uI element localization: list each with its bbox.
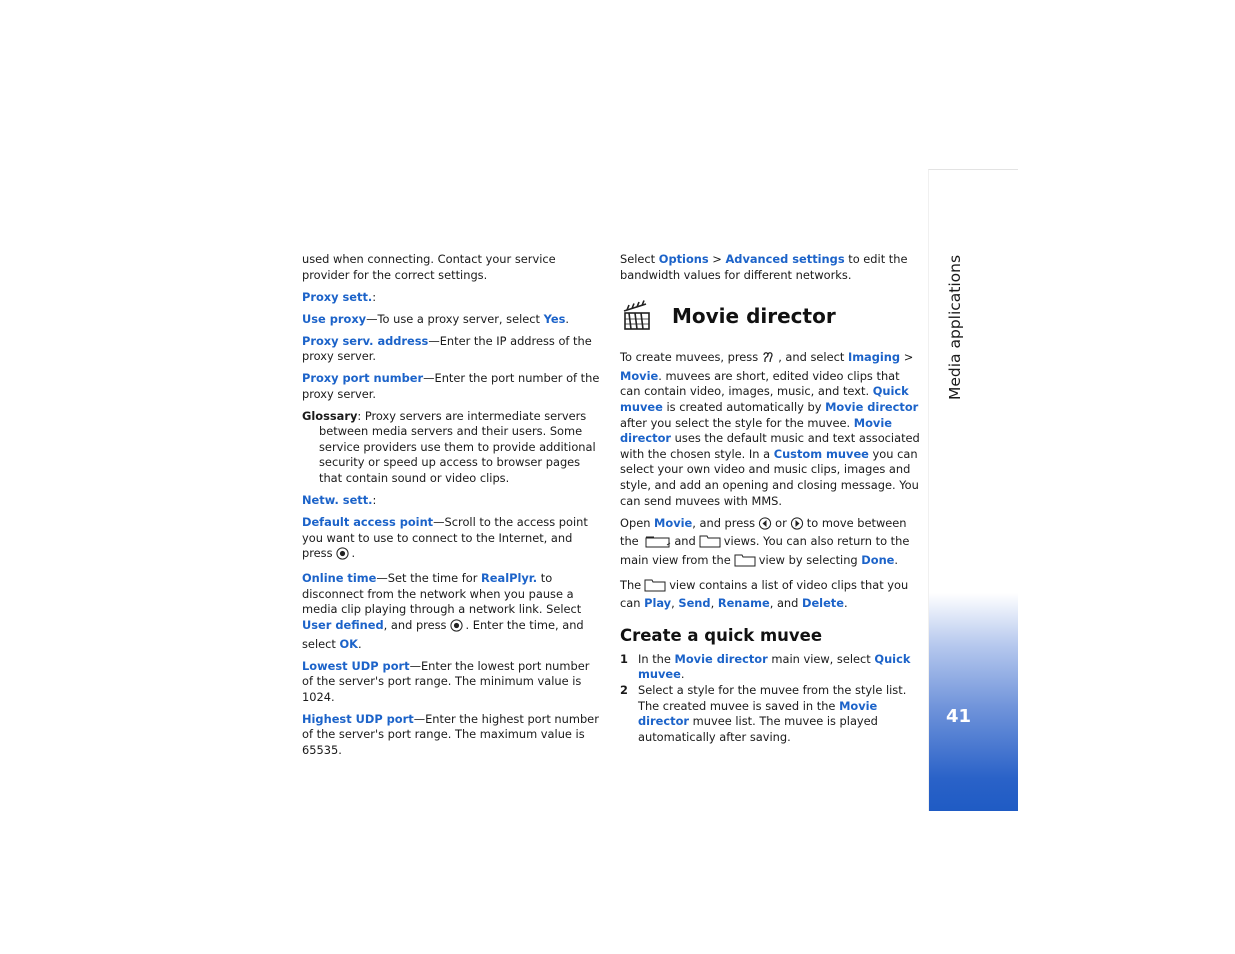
joystick-left-icon bbox=[758, 517, 772, 535]
play-option[interactable]: Play bbox=[644, 596, 672, 611]
online-time-item: Online time—Set the time for RealPlyr. to disconnect from the network when you pause a media clip playing through a network link. Select User defined, and press . Enter the time, and select OK. bbox=[302, 571, 584, 651]
folder-view-icon bbox=[734, 553, 756, 572]
proxy-address-item: Proxy serv. address—Enter the IP address of the proxy server. bbox=[302, 333, 592, 364]
proxy-sett-item: Proxy sett.: bbox=[302, 289, 377, 304]
subheading: Create a quick muvee bbox=[620, 625, 823, 645]
proxy-sett-link[interactable]: Proxy sett. bbox=[302, 289, 373, 304]
proxy-port-link[interactable]: Proxy port number bbox=[302, 371, 424, 386]
movie-link[interactable]: Movie bbox=[654, 515, 693, 530]
online-time-link[interactable]: Online time bbox=[302, 571, 377, 586]
left-column bbox=[302, 252, 602, 765]
menu-key-icon bbox=[761, 350, 775, 369]
done-option[interactable]: Done bbox=[861, 552, 895, 567]
lowest-udp-item: Lowest UDP port—Enter the lowest port number of the server's port range. The minimum value is 1024. bbox=[302, 658, 590, 704]
navigation-paragraph: Open Movie, and press or to move between the and views. You can also return to the main view from the view by selecting Done. bbox=[620, 516, 920, 572]
bandwidth-settings-text: Select Options > Advanced settings to edit the bandwidth values for different networks. bbox=[620, 252, 908, 282]
glossary-note: Glossary: Proxy servers are intermediate servers between media servers and their users. Some service providers use them to provide additional security or speed up access to browser pages that contain sound or video clips. bbox=[302, 408, 596, 486]
steps-list bbox=[620, 652, 920, 746]
use-proxy-item: Use proxy—To use a proxy server, select Yes. bbox=[302, 311, 569, 326]
imaging-link[interactable]: Imaging bbox=[847, 350, 901, 365]
delete-option[interactable]: Delete bbox=[802, 596, 844, 611]
chapter-sidebar bbox=[928, 169, 1018, 811]
list-item: 1 In the Movie director main view, select Quick muvee. bbox=[620, 651, 911, 682]
highest-udp-link[interactable]: Highest UDP port bbox=[302, 711, 414, 726]
tab-view-icon bbox=[645, 534, 671, 553]
netw-sett-item: Netw. sett.: bbox=[302, 493, 377, 508]
default-access-point-item: Default access point—Scroll to the access point you want to use to connect to the Internet, and press . bbox=[302, 515, 602, 565]
clip-list-paragraph: The view contains a list of video clips that you can Play, Send, Rename, and Delete. bbox=[620, 577, 909, 611]
movie-director-link[interactable]: Movie director bbox=[620, 415, 892, 446]
movie-director-link[interactable]: Movie director bbox=[638, 698, 878, 729]
section-heading bbox=[620, 299, 920, 333]
proxy-port-item: Proxy port number—Enter the port number of the proxy server. bbox=[302, 371, 600, 401]
joystick-right-icon bbox=[790, 517, 804, 535]
netw-sett-link[interactable]: Netw. sett. bbox=[302, 493, 373, 508]
rename-option[interactable]: Rename bbox=[717, 596, 770, 611]
ok-option[interactable]: OK bbox=[339, 636, 358, 651]
realplyr-link[interactable]: RealPlyr. bbox=[481, 571, 538, 586]
movie-link[interactable]: Movie bbox=[620, 368, 659, 383]
right-column bbox=[620, 252, 920, 745]
advanced-settings-link[interactable]: Advanced settings bbox=[725, 252, 845, 266]
proxy-address-link[interactable]: Proxy serv. address bbox=[302, 333, 429, 348]
list-item: 2 Select a style for the muvee from the style list. The created muvee is saved in the Movie director muvee list. The muvee is played automatically after saving. bbox=[620, 683, 907, 744]
quick-muvee-link[interactable]: Quick muvee bbox=[638, 651, 911, 682]
intro-text: used when connecting. Contact your service provider for the correct settings. bbox=[302, 252, 556, 282]
quick-muvee-link[interactable]: Quick muvee bbox=[620, 384, 909, 414]
glossary-label: Glossary bbox=[302, 408, 358, 423]
default-access-point-link[interactable]: Default access point bbox=[302, 515, 434, 530]
custom-muvee-link[interactable]: Custom muvee bbox=[773, 446, 869, 461]
folder-view-icon bbox=[644, 578, 666, 597]
page-number: 41 bbox=[946, 706, 972, 727]
folder-view-icon bbox=[699, 534, 721, 553]
options-link[interactable]: Options bbox=[658, 252, 709, 266]
lowest-udp-link[interactable]: Lowest UDP port bbox=[302, 658, 410, 673]
section-title: Media applications bbox=[946, 254, 964, 400]
movie-director-link[interactable]: Movie director bbox=[825, 399, 919, 414]
yes-option[interactable]: Yes bbox=[543, 311, 566, 326]
user-defined-option[interactable]: User defined bbox=[302, 618, 384, 632]
movie-director-link[interactable]: Movie director bbox=[674, 651, 768, 666]
page-title: Movie director bbox=[672, 304, 836, 329]
intro-paragraph: To create muvees, press , and select Imaging > Movie. muvees are short, edited video clips that can contain video, images, music, and text. Quick muvee is created automatically by Movie director after you select the style for the muvee. Movie director uses the default music and text associated with the chosen style. In a Custom muvee you can select your own video and music clips, images and style, and add an opening and closing message. You can send muvees with MMS. bbox=[620, 350, 920, 508]
joystick-press-icon bbox=[450, 619, 463, 637]
joystick-press-icon bbox=[336, 547, 349, 565]
clapperboard-icon bbox=[620, 299, 654, 333]
highest-udp-item: Highest UDP port—Enter the highest port number of the server's port range. The maximum value is 65535. bbox=[302, 711, 599, 757]
send-option[interactable]: Send bbox=[678, 596, 711, 611]
use-proxy-link[interactable]: Use proxy bbox=[302, 311, 367, 326]
